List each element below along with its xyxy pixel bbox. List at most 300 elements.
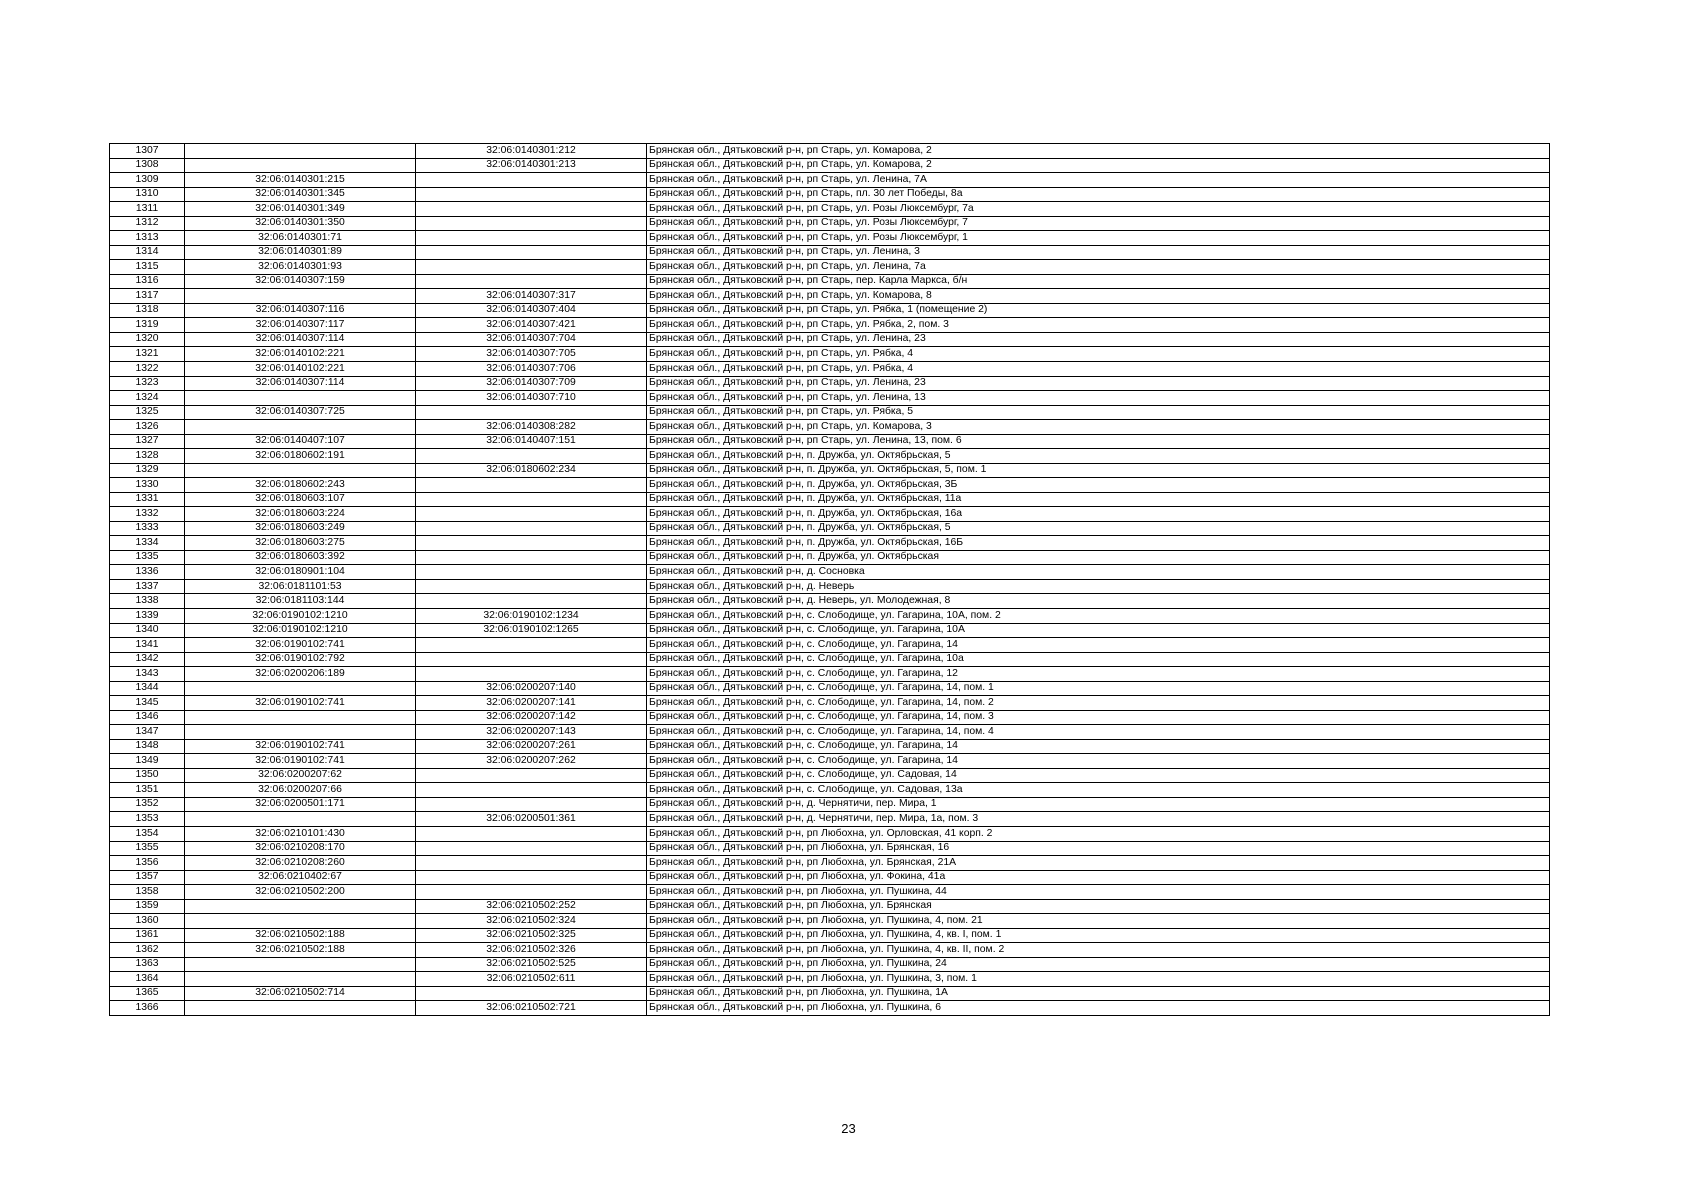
parcel-number-cell: [185, 289, 416, 304]
address-cell: Брянская обл., Дятьковский р-н, рп Любохна, ул. Пушкина, 1А: [647, 986, 1550, 1001]
parcel-number-cell: 32:06:0210402:67: [185, 870, 416, 885]
table-row: [110, 826, 1550, 841]
object-number-cell: [416, 449, 647, 464]
object-number-cell: 32:06:0140307:404: [416, 303, 647, 318]
address-cell: Брянская обл., Дятьковский р-н, рп Старь, ул. Ленина, 23: [647, 332, 1550, 347]
table-row: [110, 667, 1550, 682]
address-cell: Брянская обл., Дятьковский р-н, рп Любохна, ул. Пушкина, 6: [647, 1001, 1550, 1016]
parcel-number-cell: [185, 144, 416, 159]
object-number-cell: 32:06:0210502:326: [416, 943, 647, 958]
table-row: [110, 521, 1550, 536]
parcel-number-cell: 32:06:0140301:215: [185, 173, 416, 188]
parcel-number-cell: [185, 812, 416, 827]
row-number-cell: 1325: [110, 405, 185, 420]
table-row: [110, 434, 1550, 449]
row-number-cell: 1334: [110, 536, 185, 551]
object-number-cell: [416, 216, 647, 231]
table-row: [110, 754, 1550, 769]
address-cell: Брянская обл., Дятьковский р-н, рп Любохна, ул. Брянская, 21А: [647, 856, 1550, 871]
object-number-cell: [416, 870, 647, 885]
parcel-number-cell: 32:06:0180603:107: [185, 492, 416, 507]
parcel-number-cell: 32:06:0140307:114: [185, 332, 416, 347]
address-cell: Брянская обл., Дятьковский р-н, рп Любохна, ул. Пушкина, 4, кв. II, пом. 2: [647, 943, 1550, 958]
parcel-number-cell: 32:06:0140301:350: [185, 216, 416, 231]
table-row: [110, 187, 1550, 202]
row-number-cell: 1335: [110, 550, 185, 565]
address-cell: Брянская обл., Дятьковский р-н, рп Старь, ул. Рябка, 5: [647, 405, 1550, 420]
table-row: [110, 565, 1550, 580]
row-number-cell: 1341: [110, 638, 185, 653]
address-cell: Брянская обл., Дятьковский р-н, п. Дружба, ул. Октябрьская, 5: [647, 521, 1550, 536]
row-number-cell: 1345: [110, 696, 185, 711]
table-row: [110, 144, 1550, 159]
address-cell: Брянская обл., Дятьковский р-н, рп Старь, ул. Комарова, 2: [647, 158, 1550, 173]
row-number-cell: 1328: [110, 449, 185, 464]
row-number-cell: 1348: [110, 739, 185, 754]
address-cell: Брянская обл., Дятьковский р-н, рп Любохна, ул. Пушкина, 4, пом. 21: [647, 914, 1550, 929]
parcel-number-cell: 32:06:0190102:741: [185, 754, 416, 769]
row-number-cell: 1354: [110, 826, 185, 841]
table-row: [110, 376, 1550, 391]
table-row: [110, 797, 1550, 812]
address-cell: Брянская обл., Дятьковский р-н, с. Слободище, ул. Гагарина, 14, пом. 1: [647, 681, 1550, 696]
address-cell: Брянская обл., Дятьковский р-н, с. Слободище, ул. Гагарина, 10А, пом. 2: [647, 609, 1550, 624]
address-cell: Брянская обл., Дятьковский р-н, рп Любохна, ул. Пушкина, 4, кв. I, пом. 1: [647, 928, 1550, 943]
table-row: [110, 696, 1550, 711]
table-row: [110, 173, 1550, 188]
row-number-cell: 1315: [110, 260, 185, 275]
table-row: [110, 361, 1550, 376]
row-number-cell: 1316: [110, 274, 185, 289]
table-row: [110, 347, 1550, 362]
parcel-number-cell: 32:06:0140301:93: [185, 260, 416, 275]
address-cell: Брянская обл., Дятьковский р-н, рп Старь, ул. Розы Люксембург, 1: [647, 231, 1550, 246]
row-number-cell: 1362: [110, 943, 185, 958]
table-row: [110, 158, 1550, 173]
object-number-cell: 32:06:0140301:212: [416, 144, 647, 159]
object-number-cell: [416, 579, 647, 594]
row-number-cell: 1317: [110, 289, 185, 304]
object-number-cell: [416, 187, 647, 202]
parcel-number-cell: [185, 158, 416, 173]
object-number-cell: 32:06:0210502:324: [416, 914, 647, 929]
row-number-cell: 1312: [110, 216, 185, 231]
row-number-cell: 1361: [110, 928, 185, 943]
row-number-cell: 1360: [110, 914, 185, 929]
object-number-cell: 32:06:0200207:141: [416, 696, 647, 711]
address-cell: Брянская обл., Дятьковский р-н, рп Старь, ул. Рябка, 2, пом. 3: [647, 318, 1550, 333]
object-number-cell: [416, 986, 647, 1001]
parcel-number-cell: 32:06:0140102:221: [185, 361, 416, 376]
parcel-number-cell: 32:06:0140301:349: [185, 202, 416, 217]
parcel-number-cell: [185, 957, 416, 972]
object-number-cell: 32:06:0140307:317: [416, 289, 647, 304]
table-row: [110, 899, 1550, 914]
object-number-cell: 32:06:0210502:611: [416, 972, 647, 987]
object-number-cell: 32:06:0140307:710: [416, 391, 647, 406]
parcel-number-cell: 32:06:0140301:89: [185, 245, 416, 260]
row-number-cell: 1353: [110, 812, 185, 827]
object-number-cell: 32:06:0190102:1234: [416, 609, 647, 624]
object-number-cell: [416, 478, 647, 493]
parcel-number-cell: 32:06:0140102:221: [185, 347, 416, 362]
object-number-cell: [416, 797, 647, 812]
table-row: [110, 914, 1550, 929]
object-number-cell: [416, 173, 647, 188]
row-number-cell: 1318: [110, 303, 185, 318]
address-cell: Брянская обл., Дятьковский р-н, рп Любохна, ул. Пушкина, 3, пом. 1: [647, 972, 1550, 987]
parcel-number-cell: 32:06:0210502:188: [185, 928, 416, 943]
parcel-number-cell: [185, 972, 416, 987]
object-number-cell: 32:06:0200207:143: [416, 725, 647, 740]
address-cell: Брянская обл., Дятьковский р-н, д. Чернятичи, пер. Мира, 1а, пом. 3: [647, 812, 1550, 827]
address-cell: Брянская обл., Дятьковский р-н, рп Старь, ул. Ленина, 23: [647, 376, 1550, 391]
table-row: [110, 783, 1550, 798]
row-number-cell: 1329: [110, 463, 185, 478]
parcel-number-cell: 32:06:0190102:741: [185, 638, 416, 653]
parcel-number-cell: 32:06:0200207:62: [185, 768, 416, 783]
table-row: [110, 957, 1550, 972]
table-row: [110, 579, 1550, 594]
table-row: [110, 594, 1550, 609]
object-number-cell: 32:06:0140301:213: [416, 158, 647, 173]
address-cell: Брянская обл., Дятьковский р-н, с. Слободище, ул. Гагарина, 12: [647, 667, 1550, 682]
row-number-cell: 1322: [110, 361, 185, 376]
table-row: [110, 681, 1550, 696]
address-cell: Брянская обл., Дятьковский р-н, п. Дружба, ул. Октябрьская: [647, 550, 1550, 565]
parcel-number-cell: 32:06:0190102:1210: [185, 623, 416, 638]
row-number-cell: 1337: [110, 579, 185, 594]
table-row: [110, 812, 1550, 827]
row-number-cell: 1359: [110, 899, 185, 914]
parcel-number-cell: 32:06:0190102:792: [185, 652, 416, 667]
parcel-number-cell: 32:06:0180603:392: [185, 550, 416, 565]
object-number-cell: [416, 826, 647, 841]
page-number: 23: [841, 1121, 856, 1136]
object-number-cell: 32:06:0180602:234: [416, 463, 647, 478]
object-number-cell: [416, 667, 647, 682]
row-number-cell: 1352: [110, 797, 185, 812]
address-cell: Брянская обл., Дятьковский р-н, п. Дружба, ул. Октябрьская, 5, пом. 1: [647, 463, 1550, 478]
address-cell: Брянская обл., Дятьковский р-н, рп Любохна, ул. Орловская, 41 корп. 2: [647, 826, 1550, 841]
table-row: [110, 449, 1550, 464]
address-cell: Брянская обл., Дятьковский р-н, с. Слободище, ул. Садовая, 13а: [647, 783, 1550, 798]
table-row: [110, 318, 1550, 333]
parcel-number-cell: 32:06:0140307:725: [185, 405, 416, 420]
row-number-cell: 1356: [110, 856, 185, 871]
object-number-cell: [416, 768, 647, 783]
parcel-number-cell: 32:06:0200207:66: [185, 783, 416, 798]
parcel-number-cell: 32:06:0210101:430: [185, 826, 416, 841]
row-number-cell: 1324: [110, 391, 185, 406]
object-number-cell: [416, 638, 647, 653]
object-number-cell: [416, 231, 647, 246]
table-row: [110, 928, 1550, 943]
object-number-cell: [416, 536, 647, 551]
row-number-cell: 1320: [110, 332, 185, 347]
object-number-cell: [416, 652, 647, 667]
address-cell: Брянская обл., Дятьковский р-н, д. Неверь: [647, 579, 1550, 594]
parcel-number-cell: 32:06:0210502:714: [185, 986, 416, 1001]
table-row: [110, 1001, 1550, 1016]
table-row: [110, 231, 1550, 246]
address-cell: Брянская обл., Дятьковский р-н, рп Старь, ул. Ленина, 13: [647, 391, 1550, 406]
parcel-number-cell: [185, 391, 416, 406]
object-number-cell: [416, 783, 647, 798]
parcel-number-cell: 32:06:0210208:260: [185, 856, 416, 871]
row-number-cell: 1349: [110, 754, 185, 769]
address-cell: Брянская обл., Дятьковский р-н, п. Дружба, ул. Октябрьская, 11а: [647, 492, 1550, 507]
object-number-cell: 32:06:0140307:709: [416, 376, 647, 391]
address-cell: Брянская обл., Дятьковский р-н, п. Дружба, ул. Октябрьская, 5: [647, 449, 1550, 464]
object-number-cell: [416, 521, 647, 536]
table-row: [110, 638, 1550, 653]
row-number-cell: 1331: [110, 492, 185, 507]
parcel-number-cell: 32:06:0181103:144: [185, 594, 416, 609]
table-row: [110, 420, 1550, 435]
table-row: [110, 260, 1550, 275]
object-number-cell: 32:06:0200207:261: [416, 739, 647, 754]
row-number-cell: 1321: [110, 347, 185, 362]
table-row: [110, 739, 1550, 754]
row-number-cell: 1332: [110, 507, 185, 522]
address-cell: Брянская обл., Дятьковский р-н, с. Слободище, ул. Гагарина, 10А: [647, 623, 1550, 638]
row-number-cell: 1309: [110, 173, 185, 188]
address-cell: Брянская обл., Дятьковский р-н, рп Любохна, ул. Фокина, 41а: [647, 870, 1550, 885]
row-number-cell: 1336: [110, 565, 185, 580]
table-row: [110, 986, 1550, 1001]
object-number-cell: 32:06:0140307:706: [416, 361, 647, 376]
object-number-cell: 32:06:0200207:142: [416, 710, 647, 725]
row-number-cell: 1342: [110, 652, 185, 667]
row-number-cell: 1365: [110, 986, 185, 1001]
row-number-cell: 1366: [110, 1001, 185, 1016]
address-cell: Брянская обл., Дятьковский р-н, рп Старь, пер. Карла Маркса, б/н: [647, 274, 1550, 289]
row-number-cell: 1340: [110, 623, 185, 638]
row-number-cell: 1357: [110, 870, 185, 885]
object-number-cell: 32:06:0140307:704: [416, 332, 647, 347]
address-cell: Брянская обл., Дятьковский р-н, рп Любохна, ул. Брянская, 16: [647, 841, 1550, 856]
table-row: [110, 870, 1550, 885]
table-row: [110, 463, 1550, 478]
object-number-cell: [416, 565, 647, 580]
address-cell: Брянская обл., Дятьковский р-н, с. Слободище, ул. Гагарина, 14: [647, 739, 1550, 754]
table-row: [110, 609, 1550, 624]
row-number-cell: 1344: [110, 681, 185, 696]
parcel-number-cell: 32:06:0190102:741: [185, 739, 416, 754]
parcel-number-cell: 32:06:0180602:191: [185, 449, 416, 464]
address-cell: Брянская обл., Дятьковский р-н, рп Старь, ул. Ленина, 13, пом. 6: [647, 434, 1550, 449]
parcel-number-cell: [185, 681, 416, 696]
table-row: [110, 943, 1550, 958]
object-number-cell: 32:06:0210502:252: [416, 899, 647, 914]
table-row: [110, 274, 1550, 289]
object-number-cell: [416, 245, 647, 260]
address-cell: Брянская обл., Дятьковский р-н, с. Слободище, ул. Гагарина, 10а: [647, 652, 1550, 667]
table-row: [110, 507, 1550, 522]
address-cell: Брянская обл., Дятьковский р-н, рп Любохна, ул. Брянская: [647, 899, 1550, 914]
object-number-cell: 32:06:0140308:282: [416, 420, 647, 435]
object-number-cell: [416, 492, 647, 507]
table-row: [110, 405, 1550, 420]
address-cell: Брянская обл., Дятьковский р-н, рп Старь, ул. Комарова, 3: [647, 420, 1550, 435]
address-cell: Брянская обл., Дятьковский р-н, п. Дружба, ул. Октябрьская, 3Б: [647, 478, 1550, 493]
row-number-cell: 1311: [110, 202, 185, 217]
parcel-number-cell: 32:06:0140301:71: [185, 231, 416, 246]
parcel-number-cell: 32:06:0140307:117: [185, 318, 416, 333]
address-cell: Брянская обл., Дятьковский р-н, рп Старь, ул. Розы Люксембург, 7: [647, 216, 1550, 231]
object-number-cell: 32:06:0140407:151: [416, 434, 647, 449]
address-cell: Брянская обл., Дятьковский р-н, с. Слободище, ул. Садовая, 14: [647, 768, 1550, 783]
address-cell: Брянская обл., Дятьковский р-н, д. Чернятичи, пер. Мира, 1: [647, 797, 1550, 812]
row-number-cell: 1327: [110, 434, 185, 449]
address-cell: Брянская обл., Дятьковский р-н, рп Старь, ул. Ленина, 7а: [647, 260, 1550, 275]
parcel-number-cell: 32:06:0200501:171: [185, 797, 416, 812]
row-number-cell: 1308: [110, 158, 185, 173]
parcel-number-cell: [185, 710, 416, 725]
address-cell: Брянская обл., Дятьковский р-н, рп Старь, пл. 30 лет Победы, 8а: [647, 187, 1550, 202]
table-row: [110, 332, 1550, 347]
parcel-number-cell: 32:06:0190102:741: [185, 696, 416, 711]
parcel-number-cell: 32:06:0210502:200: [185, 885, 416, 900]
object-number-cell: [416, 405, 647, 420]
object-number-cell: 32:06:0210502:721: [416, 1001, 647, 1016]
parcel-number-cell: [185, 420, 416, 435]
table-row: [110, 885, 1550, 900]
address-cell: Брянская обл., Дятьковский р-н, п. Дружба, ул. Октябрьская, 16Б: [647, 536, 1550, 551]
address-cell: Брянская обл., Дятьковский р-н, с. Слободище, ул. Гагарина, 14, пом. 4: [647, 725, 1550, 740]
address-cell: Брянская обл., Дятьковский р-н, рп Старь, ул. Рябка, 4: [647, 361, 1550, 376]
row-number-cell: 1347: [110, 725, 185, 740]
address-cell: Брянская обл., Дятьковский р-н, рп Любохна, ул. Пушкина, 24: [647, 957, 1550, 972]
row-number-cell: 1351: [110, 783, 185, 798]
parcel-number-cell: 32:06:0180603:224: [185, 507, 416, 522]
table-row: [110, 972, 1550, 987]
parcel-number-cell: 32:06:0140407:107: [185, 434, 416, 449]
object-number-cell: [416, 507, 647, 522]
table-row: [110, 623, 1550, 638]
object-number-cell: 32:06:0200207:262: [416, 754, 647, 769]
row-number-cell: 1319: [110, 318, 185, 333]
parcel-number-cell: [185, 463, 416, 478]
table-row: [110, 841, 1550, 856]
row-number-cell: 1338: [110, 594, 185, 609]
table-row: [110, 245, 1550, 260]
row-number-cell: 1363: [110, 957, 185, 972]
object-number-cell: 32:06:0200501:361: [416, 812, 647, 827]
parcel-number-cell: 32:06:0200206:189: [185, 667, 416, 682]
address-cell: Брянская обл., Дятьковский р-н, п. Дружба, ул. Октябрьская, 16а: [647, 507, 1550, 522]
address-cell: Брянская обл., Дятьковский р-н, рп Старь, ул. Розы Люксембург, 7а: [647, 202, 1550, 217]
parcel-number-cell: 32:06:0180602:243: [185, 478, 416, 493]
row-number-cell: 1350: [110, 768, 185, 783]
object-number-cell: [416, 260, 647, 275]
row-number-cell: 1313: [110, 231, 185, 246]
registry-table: [109, 143, 1550, 1016]
row-number-cell: 1310: [110, 187, 185, 202]
parcel-number-cell: [185, 1001, 416, 1016]
table-row: [110, 725, 1550, 740]
parcel-number-cell: 32:06:0140307:116: [185, 303, 416, 318]
object-number-cell: [416, 202, 647, 217]
address-cell: Брянская обл., Дятьковский р-н, с. Слободище, ул. Гагарина, 14: [647, 638, 1550, 653]
parcel-number-cell: 32:06:0190102:1210: [185, 609, 416, 624]
address-cell: Брянская обл., Дятьковский р-н, рп Старь, ул. Ленина, 3: [647, 245, 1550, 260]
object-number-cell: 32:06:0210502:525: [416, 957, 647, 972]
row-number-cell: 1364: [110, 972, 185, 987]
parcel-number-cell: 32:06:0210208:170: [185, 841, 416, 856]
row-number-cell: 1346: [110, 710, 185, 725]
table-row: [110, 536, 1550, 551]
parcel-number-cell: 32:06:0140307:159: [185, 274, 416, 289]
address-cell: Брянская обл., Дятьковский р-н, рп Старь, ул. Рябка, 4: [647, 347, 1550, 362]
object-number-cell: [416, 885, 647, 900]
object-number-cell: [416, 274, 647, 289]
row-number-cell: 1355: [110, 841, 185, 856]
row-number-cell: 1358: [110, 885, 185, 900]
row-number-cell: 1333: [110, 521, 185, 536]
parcel-number-cell: 32:06:0181101:53: [185, 579, 416, 594]
address-cell: Брянская обл., Дятьковский р-н, рп Любохна, ул. Пушкина, 44: [647, 885, 1550, 900]
table-row: [110, 478, 1550, 493]
row-number-cell: 1314: [110, 245, 185, 260]
row-number-cell: 1339: [110, 609, 185, 624]
row-number-cell: 1307: [110, 144, 185, 159]
row-number-cell: 1343: [110, 667, 185, 682]
address-cell: Брянская обл., Дятьковский р-н, рп Старь, ул. Рябка, 1 (помещение 2): [647, 303, 1550, 318]
object-number-cell: 32:06:0210502:325: [416, 928, 647, 943]
row-number-cell: 1323: [110, 376, 185, 391]
object-number-cell: 32:06:0190102:1265: [416, 623, 647, 638]
table-row: [110, 550, 1550, 565]
row-number-cell: 1330: [110, 478, 185, 493]
address-cell: Брянская обл., Дятьковский р-н, рп Старь, ул. Комарова, 8: [647, 289, 1550, 304]
table-row: [110, 856, 1550, 871]
parcel-number-cell: 32:06:0180603:275: [185, 536, 416, 551]
registry-table-body: [110, 144, 1550, 1016]
parcel-number-cell: 32:06:0140301:345: [185, 187, 416, 202]
table-row: [110, 768, 1550, 783]
object-number-cell: [416, 550, 647, 565]
table-row: [110, 202, 1550, 217]
parcel-number-cell: [185, 899, 416, 914]
object-number-cell: 32:06:0140307:705: [416, 347, 647, 362]
table-row: [110, 652, 1550, 667]
parcel-number-cell: 32:06:0210502:188: [185, 943, 416, 958]
address-cell: Брянская обл., Дятьковский р-н, рп Старь, ул. Ленина, 7А: [647, 173, 1550, 188]
table-row: [110, 492, 1550, 507]
parcel-number-cell: 32:06:0180901:104: [185, 565, 416, 580]
address-cell: Брянская обл., Дятьковский р-н, с. Слободище, ул. Гагарина, 14, пом. 2: [647, 696, 1550, 711]
address-cell: Брянская обл., Дятьковский р-н, с. Слободище, ул. Гагарина, 14: [647, 754, 1550, 769]
object-number-cell: [416, 594, 647, 609]
table-row: [110, 216, 1550, 231]
table-row: [110, 303, 1550, 318]
address-cell: Брянская обл., Дятьковский р-н, д. Сосновка: [647, 565, 1550, 580]
address-cell: Брянская обл., Дятьковский р-н, с. Слободище, ул. Гагарина, 14, пом. 3: [647, 710, 1550, 725]
object-number-cell: [416, 856, 647, 871]
row-number-cell: 1326: [110, 420, 185, 435]
parcel-number-cell: [185, 914, 416, 929]
table-row: [110, 289, 1550, 304]
parcel-number-cell: [185, 725, 416, 740]
parcel-number-cell: 32:06:0140307:114: [185, 376, 416, 391]
address-cell: Брянская обл., Дятьковский р-н, д. Неверь, ул. Молодежная, 8: [647, 594, 1550, 609]
parcel-number-cell: 32:06:0180603:249: [185, 521, 416, 536]
table-row: [110, 391, 1550, 406]
object-number-cell: [416, 841, 647, 856]
object-number-cell: 32:06:0200207:140: [416, 681, 647, 696]
